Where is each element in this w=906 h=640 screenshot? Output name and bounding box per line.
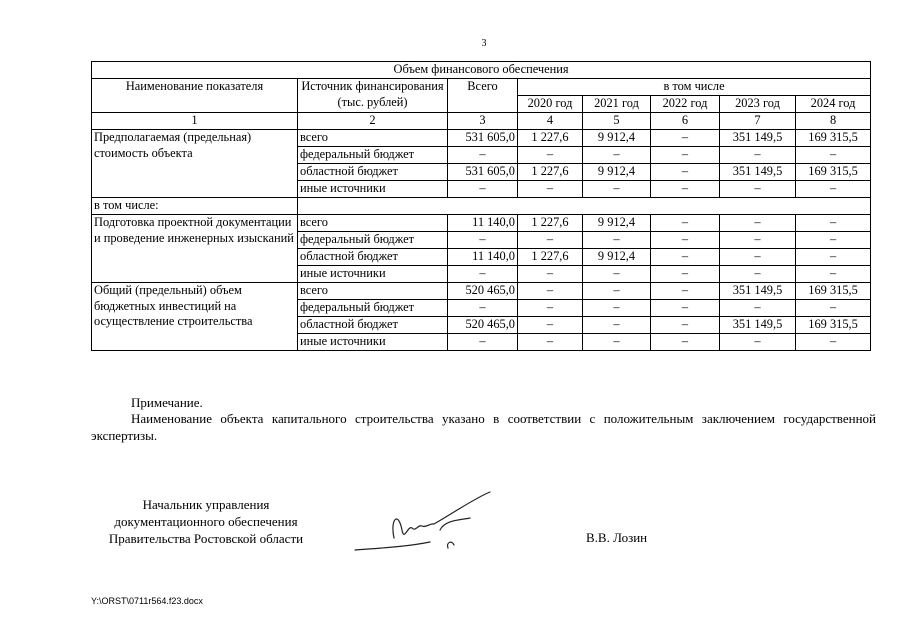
value-cell: –	[651, 249, 720, 266]
value-cell: –	[518, 266, 583, 283]
table-row	[92, 283, 871, 300]
value-cell: 169 315,5	[796, 283, 871, 300]
value-cell: –	[651, 300, 720, 317]
value-cell: –	[518, 232, 583, 249]
value-cell: –	[651, 147, 720, 164]
value-cell: –	[448, 147, 518, 164]
value-cell: –	[518, 300, 583, 317]
column-number: 2	[298, 113, 448, 130]
source-cell: областной бюджет	[298, 164, 448, 181]
value-cell: –	[651, 232, 720, 249]
value-cell: –	[583, 317, 651, 334]
header-year: 2023 год	[720, 96, 796, 113]
value-cell: 520 465,0	[448, 283, 518, 300]
value-cell: 1 227,6	[518, 249, 583, 266]
value-cell: 9 912,4	[583, 215, 651, 232]
value-cell: –	[796, 300, 871, 317]
value-cell: 169 315,5	[796, 130, 871, 147]
value-cell: 1 227,6	[518, 215, 583, 232]
source-cell: иные источники	[298, 181, 448, 198]
handwritten-signature	[350, 490, 500, 560]
subheading: в том числе:	[92, 198, 298, 215]
header-year: 2020 год	[518, 96, 583, 113]
value-cell: –	[796, 215, 871, 232]
value-cell: –	[583, 266, 651, 283]
value-cell: –	[583, 300, 651, 317]
value-cell: –	[448, 300, 518, 317]
column-number: 8	[796, 113, 871, 130]
value-cell: –	[583, 283, 651, 300]
value-cell: –	[448, 181, 518, 198]
table-title: Объем финансового обеспечения	[92, 62, 871, 79]
source-cell: иные источники	[298, 334, 448, 351]
value-cell: –	[448, 266, 518, 283]
value-cell: 169 315,5	[796, 164, 871, 181]
value-cell: –	[518, 147, 583, 164]
value-cell: –	[720, 147, 796, 164]
header-year: 2021 год	[583, 96, 651, 113]
financing-table	[91, 61, 871, 351]
value-cell: –	[720, 300, 796, 317]
value-cell: –	[720, 249, 796, 266]
value-cell: –	[518, 283, 583, 300]
value-cell: –	[796, 232, 871, 249]
value-cell: –	[796, 181, 871, 198]
value-cell: 169 315,5	[796, 317, 871, 334]
value-cell: –	[518, 334, 583, 351]
value-cell: –	[796, 266, 871, 283]
source-cell: областной бюджет	[298, 317, 448, 334]
indicator-name: Общий (предельный) объем бюджетных инвестиций на осуществление строительства	[92, 283, 298, 351]
value-cell: 9 912,4	[583, 164, 651, 181]
column-number: 3	[448, 113, 518, 130]
value-cell: –	[720, 181, 796, 198]
value-cell: –	[583, 232, 651, 249]
value-cell: 1 227,6	[518, 130, 583, 147]
empty-cell	[298, 198, 871, 215]
value-cell: –	[796, 249, 871, 266]
indicator-name: Подготовка проектной документации и проведение инженерных изысканий	[92, 215, 298, 283]
column-number: 6	[651, 113, 720, 130]
value-cell: 531 605,0	[448, 164, 518, 181]
value-cell: –	[651, 215, 720, 232]
subheading-row	[92, 198, 871, 215]
value-cell: –	[651, 130, 720, 147]
value-cell: –	[651, 283, 720, 300]
source-cell: федеральный бюджет	[298, 232, 448, 249]
value-cell: 351 149,5	[720, 283, 796, 300]
source-cell: федеральный бюджет	[298, 300, 448, 317]
value-cell: –	[796, 147, 871, 164]
value-cell: 1 227,6	[518, 164, 583, 181]
value-cell: –	[583, 181, 651, 198]
header-including: в том числе	[518, 79, 871, 96]
value-cell: –	[651, 266, 720, 283]
source-cell: всего	[298, 215, 448, 232]
source-cell: иные источники	[298, 266, 448, 283]
value-cell: –	[720, 232, 796, 249]
value-cell: –	[651, 317, 720, 334]
header-source: Источник финансирования (тыс. рублей)	[298, 79, 448, 113]
value-cell: 351 149,5	[720, 317, 796, 334]
page-number: 3	[481, 38, 487, 49]
column-number: 4	[518, 113, 583, 130]
value-cell: 11 140,0	[448, 249, 518, 266]
value-cell: –	[796, 334, 871, 351]
value-cell: 11 140,0	[448, 215, 518, 232]
signatory-name: В.В. Лозин	[586, 530, 648, 545]
value-cell: –	[651, 181, 720, 198]
value-cell: 9 912,4	[583, 130, 651, 147]
value-cell: –	[518, 317, 583, 334]
note-text: Наименование объекта капитального строительства указано в соответствии с положительным заключением государственной экспертизы.	[91, 411, 876, 443]
header-year: 2024 год	[796, 96, 871, 113]
table-row	[92, 215, 871, 232]
value-cell: –	[583, 147, 651, 164]
header-total: Всего	[448, 79, 518, 113]
value-cell: –	[448, 334, 518, 351]
value-cell: –	[720, 215, 796, 232]
column-number: 1	[92, 113, 298, 130]
column-number: 7	[720, 113, 796, 130]
file-path: Y:\ORST\0711r564.f23.docx	[91, 596, 203, 606]
value-cell: 351 149,5	[720, 130, 796, 147]
value-cell: 531 605,0	[448, 130, 518, 147]
header-year: 2022 год	[651, 96, 720, 113]
signatory-position: Начальник управления документационного обеспечения Правительства Ростовской области	[108, 497, 304, 546]
value-cell: –	[720, 334, 796, 351]
value-cell: –	[448, 232, 518, 249]
value-cell: –	[720, 266, 796, 283]
source-cell: всего	[298, 130, 448, 147]
value-cell: 351 149,5	[720, 164, 796, 181]
value-cell: –	[651, 164, 720, 181]
note-title: Примечание.	[131, 395, 203, 410]
table-row	[92, 130, 871, 147]
source-cell: федеральный бюджет	[298, 147, 448, 164]
header-indicator: Наименование показателя	[92, 79, 298, 113]
value-cell: 520 465,0	[448, 317, 518, 334]
value-cell: –	[583, 334, 651, 351]
column-number: 5	[583, 113, 651, 130]
indicator-name: Предполагаемая (предельная) стоимость объекта	[92, 130, 298, 198]
value-cell: –	[651, 334, 720, 351]
value-cell: 9 912,4	[583, 249, 651, 266]
source-cell: областной бюджет	[298, 249, 448, 266]
source-cell: всего	[298, 283, 448, 300]
value-cell: –	[518, 181, 583, 198]
